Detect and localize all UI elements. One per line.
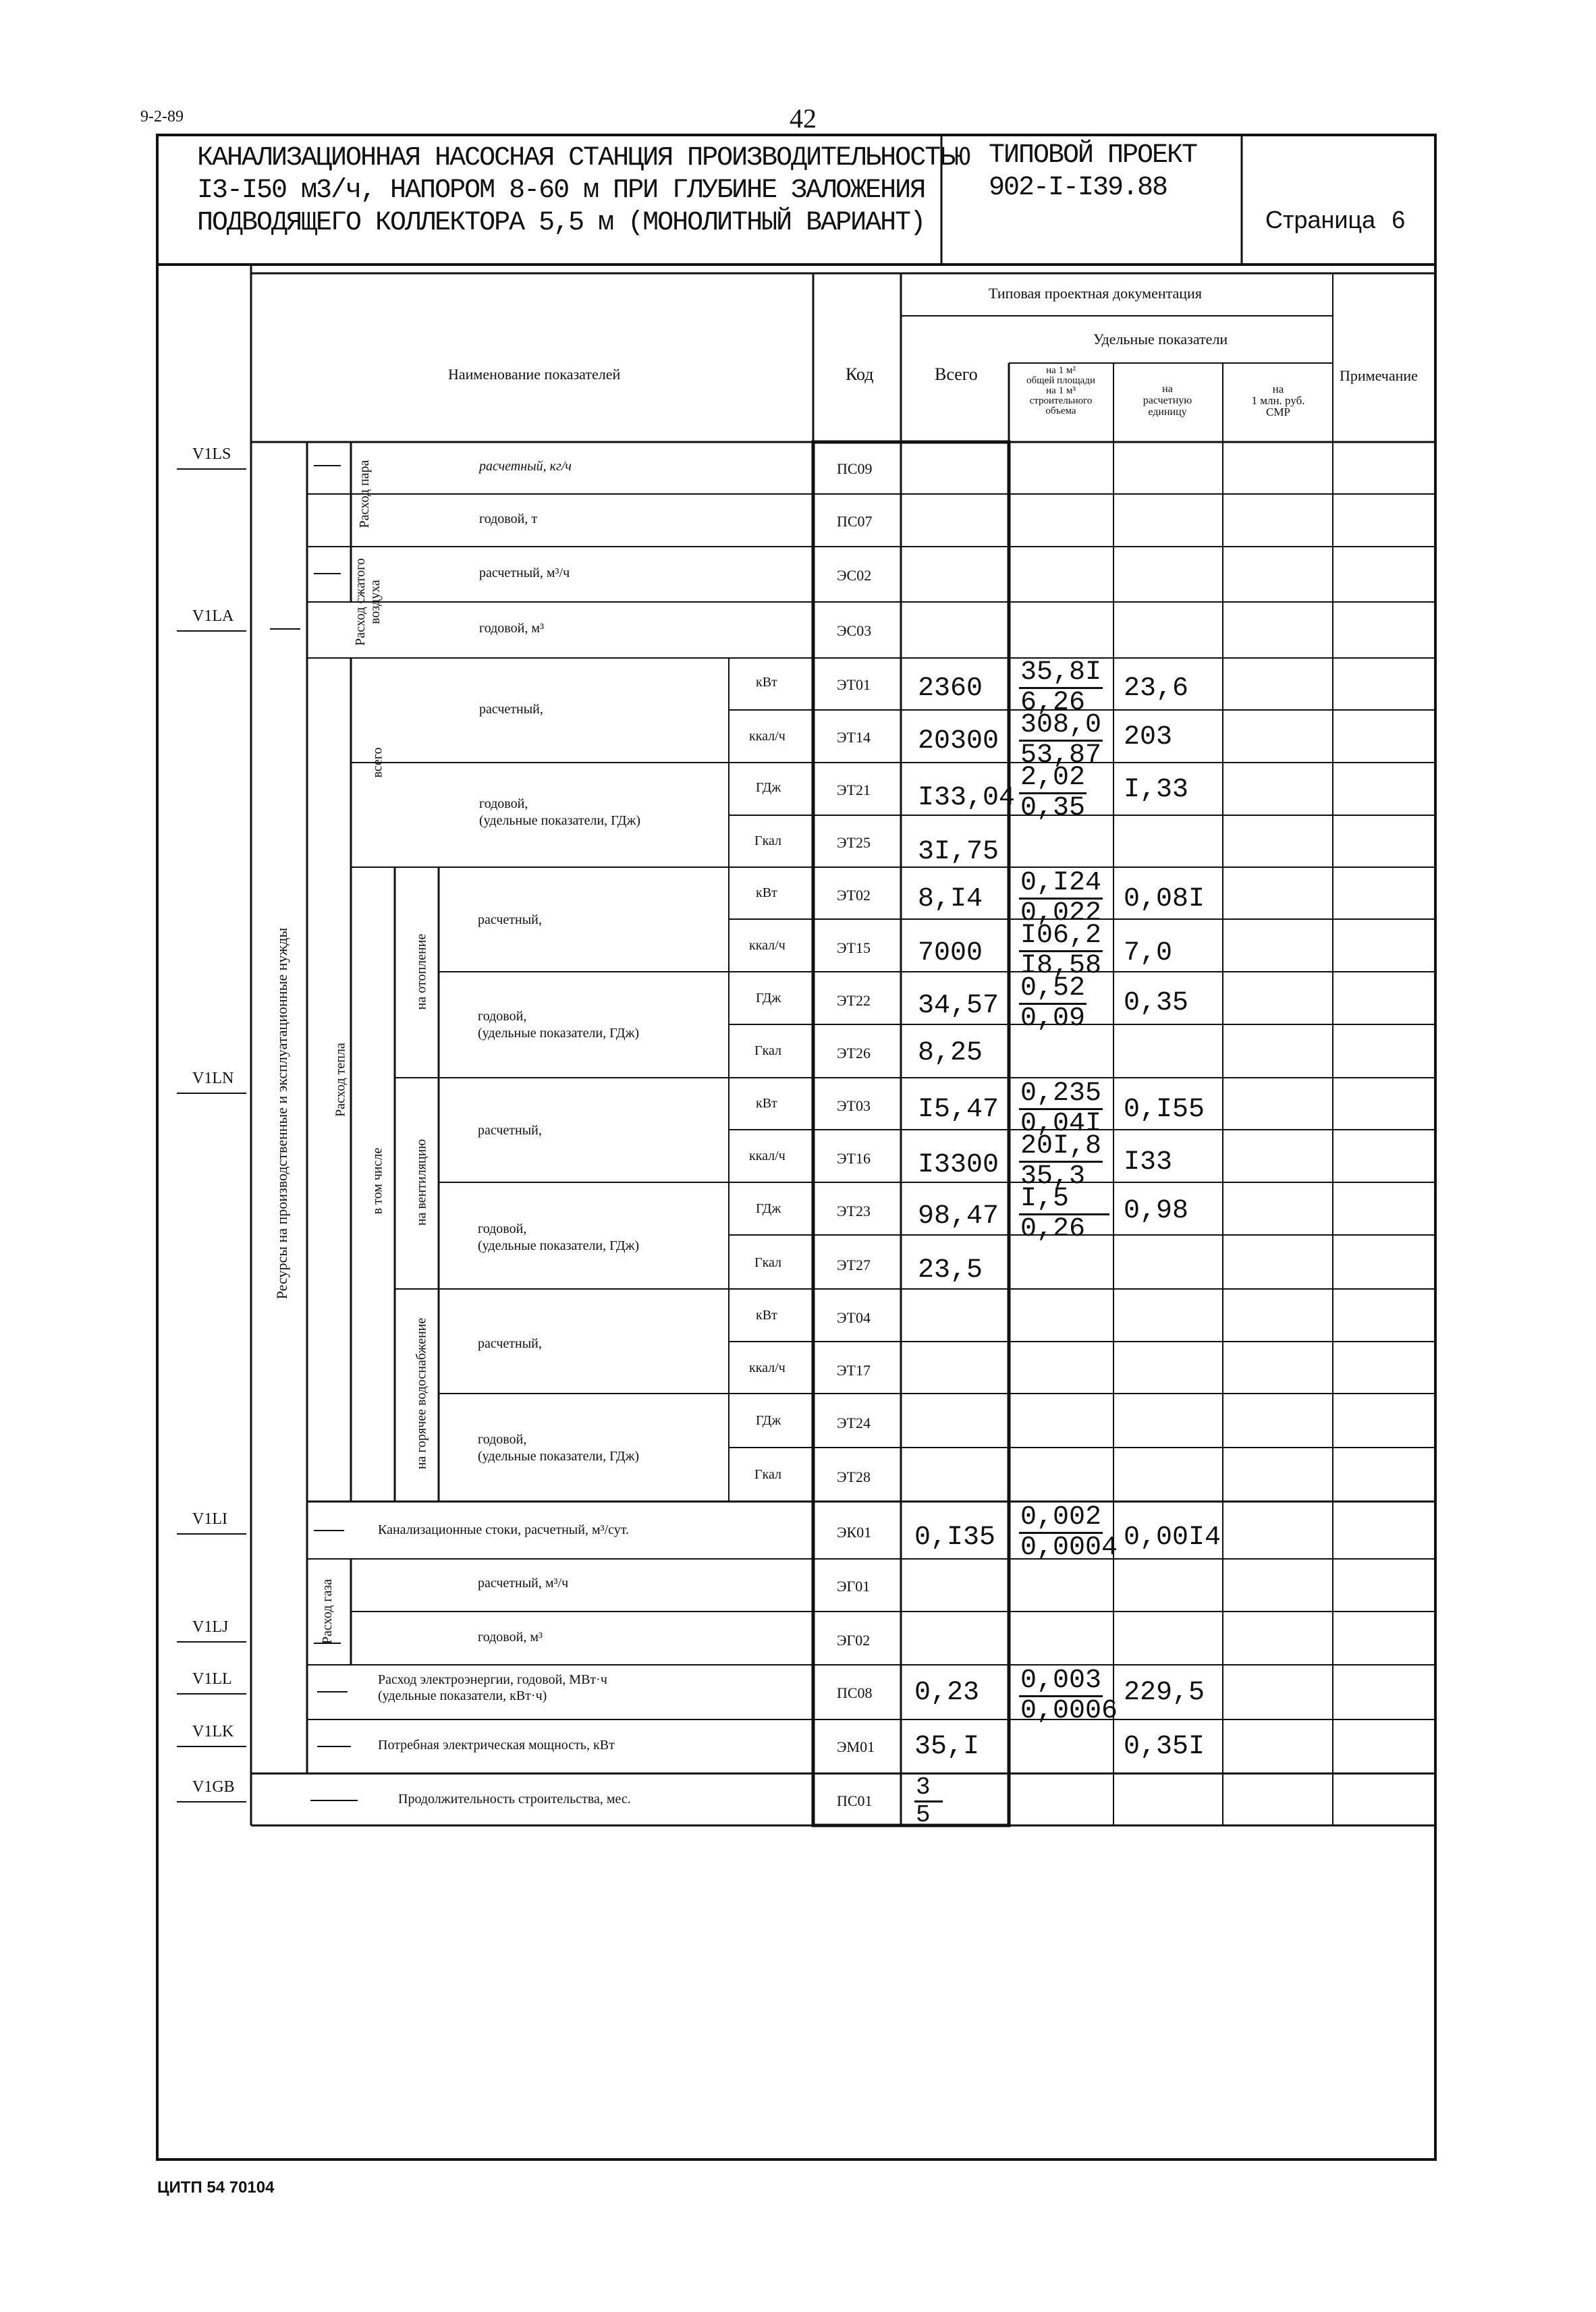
value-per-unit: I,33 <box>1124 775 1189 805</box>
header-per-m2-line: на 1 м² <box>1046 365 1076 376</box>
unit: кВт <box>756 1096 777 1111</box>
fraction-numerator: 308,0 <box>1020 710 1102 740</box>
row-code: ЭГ02 <box>837 1632 871 1649</box>
side-code: V1LS <box>192 445 231 463</box>
header-per-mln-line: СМР <box>1266 406 1290 418</box>
row-code: ЭТ03 <box>837 1097 871 1114</box>
header-total: Всего <box>935 364 978 384</box>
page-number: 42 <box>790 103 817 134</box>
row-label: расчетный, кг/ч <box>479 459 572 474</box>
value-total: I3300 <box>918 1150 999 1180</box>
value-per-unit: 0,I55 <box>1124 1095 1205 1125</box>
row-code: ЭТ23 <box>837 1203 871 1219</box>
value-per-m2 <box>1019 764 1086 823</box>
unit: ккал/ч <box>749 938 786 953</box>
value-total: 0,23 <box>914 1678 980 1708</box>
fraction-numerator: 35,8I <box>1020 657 1102 688</box>
value-per-unit: 23,6 <box>1124 673 1189 704</box>
unit: Гкал <box>754 833 782 848</box>
fraction-denominator: 0,26 <box>1020 1214 1086 1244</box>
row-code: ЭТ17 <box>837 1362 871 1379</box>
fraction-numerator: 0,I24 <box>1020 868 1102 898</box>
fraction-denominator: I8,58 <box>1020 951 1102 981</box>
row-code: ПС08 <box>837 1684 873 1701</box>
fraction-denominator: 6,26 <box>1020 688 1086 718</box>
unit: ккал/ч <box>749 729 786 744</box>
group-heating: на отопление <box>414 933 429 1010</box>
unit: ГДж <box>756 991 781 1006</box>
row-code: ПС07 <box>837 513 873 530</box>
header-per-mln-line: 1 млн. руб. <box>1251 394 1305 407</box>
group-ventilation: на вентиляцию <box>414 1138 429 1226</box>
header-per-mln <box>1225 383 1331 418</box>
row-code: ЭТ02 <box>837 887 871 904</box>
fraction-numerator: I,5 <box>1019 1185 1109 1215</box>
value-per-unit: 0,98 <box>1124 1196 1189 1226</box>
value-per-unit: 0,35 <box>1124 988 1189 1018</box>
row-code: ЭТ25 <box>837 834 871 851</box>
group-heat: Расход тепла <box>333 1043 348 1117</box>
fraction-denominator: 0,022 <box>1020 898 1102 929</box>
value-total: I5,47 <box>918 1095 999 1125</box>
row-code: ЭК01 <box>837 1524 872 1541</box>
value-per-m2 <box>1019 1132 1103 1191</box>
header-per-mln-line: на <box>1272 383 1284 395</box>
header-code: Код <box>846 364 874 384</box>
value-per-unit: 203 <box>1124 722 1173 752</box>
row-code: ЭТ27 <box>837 1257 871 1273</box>
fraction-numerator: 3 <box>914 1775 943 1802</box>
group-steam: Расход пара <box>357 460 372 528</box>
row-label: (удельные показатели, ГДж) <box>479 813 641 828</box>
row-label: расчетный, м³/ч <box>479 566 570 580</box>
row-code: ЭТ21 <box>837 781 871 798</box>
group-including: в том числе <box>370 1147 385 1215</box>
document-code: 9-2-89 <box>140 108 184 126</box>
row-label: расчетный, <box>479 702 543 717</box>
group-gas: Расход газа <box>320 1578 335 1645</box>
side-code: V1LL <box>192 1670 232 1688</box>
row-label: годовой, <box>478 1221 527 1236</box>
value-total <box>914 1775 943 1828</box>
side-code: V1LA <box>192 607 234 625</box>
group-total: всего <box>370 747 385 778</box>
value-total: 3I,75 <box>918 837 999 867</box>
row-label: расчетный, <box>478 1336 542 1351</box>
group-air: Расход сжатого воздуха <box>353 558 383 646</box>
value-per-m2 <box>1019 1185 1109 1244</box>
fraction-denominator: 5 <box>916 1801 931 1829</box>
row-label: Потребная электрическая мощность, кВт <box>378 1738 615 1753</box>
fraction-numerator: 0,52 <box>1020 973 1086 1003</box>
header-note: Примечание <box>1340 367 1418 384</box>
project-number: 902-I-I39.88 <box>989 173 1167 203</box>
row-label: расчетный, м³/ч <box>478 1576 569 1591</box>
group-resources: Ресурсы на производственные и эксплуатационные нужды <box>273 927 290 1300</box>
value-total: 23,5 <box>918 1255 983 1286</box>
fraction-numerator: I06,2 <box>1020 920 1102 951</box>
footer-code: ЦИТП 54 70104 <box>157 2178 275 2197</box>
unit: ккал/ч <box>749 1360 786 1375</box>
sheet-label-text: Страница <box>1265 206 1376 233</box>
row-code: ЭТ22 <box>837 992 871 1009</box>
row-label: расчетный, <box>478 912 542 927</box>
unit: кВт <box>756 1308 777 1323</box>
unit: Гкал <box>754 1255 782 1270</box>
row-code: ЭС02 <box>837 567 872 584</box>
value-per-unit: 0,35I <box>1124 1732 1205 1762</box>
value-total: 35,I <box>914 1732 980 1762</box>
row-label: расчетный, <box>478 1123 542 1138</box>
value-total: 8,I4 <box>918 884 983 914</box>
unit: ГДж <box>756 1201 781 1216</box>
side-code: V1LI <box>192 1510 227 1528</box>
fraction-denominator: 53,87 <box>1020 740 1102 771</box>
value-per-unit: 0,08I <box>1124 884 1205 914</box>
value-total: I33,04 <box>918 783 1016 813</box>
side-code: V1LK <box>192 1723 234 1740</box>
value-per-unit: 0,00I4 <box>1124 1522 1221 1553</box>
header-typical-docs: Типовая проектная документация <box>989 285 1202 302</box>
header-name: Наименование показателей <box>448 366 621 383</box>
row-code: ЭС03 <box>837 622 872 639</box>
fraction-numerator: 0,003 <box>1020 1666 1102 1696</box>
unit: кВт <box>756 885 777 900</box>
header-per-m2 <box>1010 366 1111 416</box>
header-per-m2-line: на 1 м³ <box>1046 385 1076 396</box>
value-per-m2 <box>1019 869 1103 928</box>
value-per-m2 <box>1019 1667 1119 1726</box>
row-label: годовой, <box>478 1009 527 1024</box>
fraction-numerator: 20I,8 <box>1020 1131 1102 1161</box>
value-total: 2360 <box>918 673 983 704</box>
unit: Гкал <box>754 1043 782 1058</box>
value-total: 34,57 <box>918 991 999 1021</box>
row-code: ЭТ15 <box>837 939 871 956</box>
row-code: ЭТ24 <box>837 1414 871 1431</box>
header-per-unit-line: единицу <box>1148 406 1187 418</box>
row-code: ЭТ26 <box>837 1045 871 1062</box>
fraction-denominator: 0,0006 <box>1020 1696 1118 1726</box>
row-code: ЭТ01 <box>837 676 871 693</box>
document-title-line-3: ПОДВОДЯЩЕГО КОЛЛЕКТОРА 5,5 м (МОНОЛИТНЫЙ ВАРИАНТ) <box>197 208 925 238</box>
fraction-numerator: 0,235 <box>1020 1078 1102 1109</box>
row-label: годовой, м³ <box>479 621 544 636</box>
row-code: ЭГ01 <box>837 1578 871 1595</box>
document-title-line-1: КАНАЛИЗАЦИОННАЯ НАСОСНАЯ СТАНЦИЯ ПРОИЗВОДИТЕЛЬНОСТЬЮ <box>197 143 970 173</box>
value-total: 7000 <box>918 938 983 968</box>
value-per-m2 <box>1019 659 1103 717</box>
project-label: ТИПОВОЙ ПРОЕКТ <box>989 140 1197 171</box>
value-per-m2 <box>1019 922 1103 981</box>
row-label: годовой, <box>478 1432 527 1447</box>
fraction-denominator: 0,35 <box>1020 793 1086 823</box>
row-code: ЭТ16 <box>837 1150 871 1167</box>
row-label: (удельные показатели, ГДж) <box>478 1026 640 1041</box>
row-label: (удельные показатели, ГДж) <box>478 1449 640 1464</box>
side-code: V1LJ <box>192 1618 229 1636</box>
row-code: ЭТ04 <box>837 1309 871 1326</box>
header-per-m2-line: объема <box>1045 406 1076 416</box>
unit: ГДж <box>756 1413 781 1428</box>
row-code: ЭМ01 <box>837 1738 875 1755</box>
value-per-unit: I33 <box>1124 1147 1173 1178</box>
row-label: Продолжительность строительства, мес. <box>398 1792 631 1807</box>
row-label: годовой, <box>479 796 528 811</box>
row-label: Расход электроэнергии, годовой, МВт·ч <box>378 1672 607 1687</box>
row-code: ПС09 <box>837 460 873 477</box>
row-label: годовой, м³ <box>478 1630 543 1645</box>
unit: Гкал <box>754 1467 782 1482</box>
header-per-m2-line: строительного <box>1029 395 1093 406</box>
row-label: Канализационные стоки, расчетный, м³/сут. <box>378 1522 630 1537</box>
header-per-m2-line: общей площади <box>1026 375 1095 386</box>
row-code: ЭТ28 <box>837 1468 871 1485</box>
value-per-m2 <box>1019 711 1103 770</box>
header-per-unit-line: расчетную <box>1143 395 1192 406</box>
value-total: 98,47 <box>918 1201 999 1232</box>
unit: ккал/ч <box>749 1149 786 1163</box>
fraction-denominator: 0,0004 <box>1020 1533 1118 1563</box>
side-code: V1GB <box>192 1778 235 1796</box>
side-code: V1LN <box>192 1070 234 1087</box>
sheet-label <box>1265 206 1405 234</box>
value-per-unit: 7,0 <box>1124 938 1173 968</box>
value-per-m2 <box>1019 1080 1103 1138</box>
sheet-number: 6 <box>1392 206 1406 233</box>
row-label: годовой, т <box>479 512 538 526</box>
header-specific: Удельные показатели <box>1093 331 1228 348</box>
row-label: (удельные показатели, кВт·ч) <box>378 1688 547 1703</box>
row-code: ПС01 <box>837 1792 873 1809</box>
value-per-unit: 229,5 <box>1124 1678 1205 1708</box>
value-per-m2 <box>1019 1504 1119 1562</box>
row-code: ЭТ14 <box>837 729 871 746</box>
fraction-denominator: 0,04I <box>1020 1109 1102 1139</box>
group-hot-water: на горячее водоснабжение <box>414 1317 429 1470</box>
document-title-line-2: I3-I50 м3/ч, НАПОРОМ 8-60 м ПРИ ГЛУБИНЕ ЗАЛОЖЕНИЯ <box>197 175 925 206</box>
value-total: 8,25 <box>918 1038 983 1068</box>
value-total: 20300 <box>918 726 999 756</box>
unit: ГДж <box>756 780 781 795</box>
fraction-numerator: 0,002 <box>1020 1502 1102 1533</box>
fraction-numerator: 2,02 <box>1020 763 1086 793</box>
unit: кВт <box>756 675 777 690</box>
value-total: 0,I35 <box>914 1522 996 1553</box>
header-per-unit <box>1117 383 1218 418</box>
header-per-unit-line: на <box>1162 383 1173 395</box>
fraction-denominator: 0,09 <box>1020 1003 1086 1034</box>
row-label: (удельные показатели, ГДж) <box>478 1238 640 1253</box>
value-per-m2 <box>1019 974 1086 1033</box>
fraction-denominator: 35,3 <box>1020 1161 1086 1192</box>
